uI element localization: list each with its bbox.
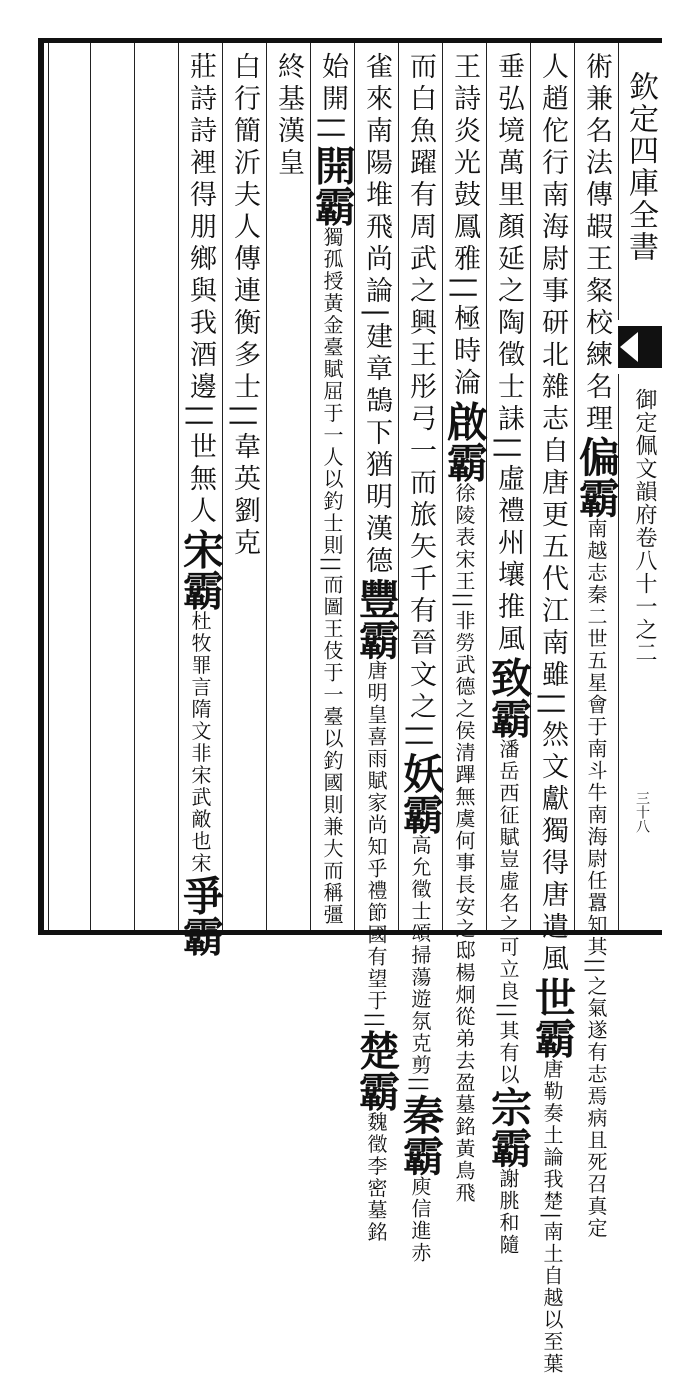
entry-headword: 開霸 <box>308 144 356 227</box>
entry-headword: 楚霸 <box>352 1029 400 1112</box>
entry-headword: 偏霸 <box>572 436 620 518</box>
annotation-text: 唐勒奏土論我楚|南土自越以至葉 <box>540 1058 564 1375</box>
column-rule <box>90 43 91 930</box>
fishtail-mark-icon <box>618 320 662 374</box>
annotation-text: 庾信進赤 <box>408 1175 432 1264</box>
text-column-3 <box>484 52 532 1256</box>
main-text: 人趙佗行南海尉事研北雜志自唐更五代江南雖||然文獻獨得唐遺風 <box>537 52 568 977</box>
main-text: 而白魚躍有周武之興王彤弓一而旅矢千有晉文之|| <box>405 52 436 753</box>
text-column-4 <box>440 52 488 1204</box>
column-rule <box>530 43 531 930</box>
text-column-8 <box>270 52 306 922</box>
frame-bottom-border <box>38 930 662 935</box>
frame-inner-rule <box>48 43 49 930</box>
entry-headword: 世霸 <box>528 976 576 1059</box>
main-text: 術兼名法傳嘏王粲校練名理 <box>581 52 612 436</box>
main-text: 王詩炎光鼓鳳雅||極時淪 <box>449 52 480 401</box>
entry-headword: 豐霸 <box>352 578 400 661</box>
page-number: 三十八 <box>634 791 650 833</box>
main-text: 終基漢皇 <box>273 52 304 180</box>
text-column-2 <box>528 52 576 1375</box>
entry-headword: 啟霸 <box>440 400 488 483</box>
annotation-text: 唐明皇喜雨賦家尚知乎禮節國有望于|| <box>364 660 388 1030</box>
main-text: 垂弘境萬里顏延之陶徵士誄||虛禮州壤推風 <box>493 52 524 657</box>
column-rule <box>266 43 267 930</box>
text-column-9 <box>226 52 262 922</box>
entry-headword: 妖霸 <box>396 752 444 835</box>
main-text: 始開|| <box>317 52 348 145</box>
column-rule <box>134 43 135 930</box>
annotation-text: 杜牧罪言隋文非宋武敵也宋 <box>188 610 212 875</box>
annotation-text: 南越志秦二世五星會于南斗牛南海尉任囂知其||之氣遂有志焉病且死召真定 <box>584 518 608 1240</box>
main-text: 白行簡沂夫人傳連衡多士||韋英劉克 <box>229 52 260 561</box>
annotation-text: 獨孤授黃金臺賦屈于一人以釣士則||而圖王伎于一臺以釣國則兼大而稱彊 <box>320 226 344 926</box>
annotation-text: 徐陵表宋王||非勞武德之侯清蹕無虞何事長安之邸楊炯從弟去盈墓銘黃鳥飛 <box>452 482 476 1204</box>
book-title: 欽定四庫全書 <box>623 71 658 263</box>
annotation-text: 魏徵李密墓銘 <box>364 1111 388 1244</box>
entry-headword: 宋霸 <box>176 528 224 611</box>
annotation-text: 高允徵士頌掃蕩遊氛克剪|| <box>408 834 432 1094</box>
entry-headword: 爭霸 <box>176 874 224 957</box>
main-text: 雀來南陽堆飛尚論|建章鵠下猶明漢德 <box>361 52 392 579</box>
entry-headword: 秦霸 <box>396 1093 444 1176</box>
annotation-text: 潘岳西征賦豈虛名之可立良||其有以 <box>496 738 520 1086</box>
column-rule <box>486 43 487 930</box>
annotation-text: 謝朓和隨 <box>496 1167 520 1256</box>
entry-headword: 致霸 <box>484 656 532 739</box>
column-rule <box>222 43 223 930</box>
text-column-1 <box>572 52 620 1240</box>
volume-title: 御定佩文韻府卷八十一之二 <box>632 388 657 664</box>
entry-headword: 宗霸 <box>484 1085 532 1168</box>
text-column-6 <box>352 52 400 1244</box>
text-column-5 <box>396 52 444 1264</box>
frame-left-border <box>38 38 44 935</box>
text-column-10 <box>176 52 224 957</box>
column-rule <box>178 43 179 930</box>
main-text: 莊詩詩裡得朋鄉與我酒邊||世無人 <box>185 52 216 529</box>
frame-top-border <box>38 38 662 43</box>
margin-strip <box>618 43 662 930</box>
text-column-7 <box>308 52 356 926</box>
